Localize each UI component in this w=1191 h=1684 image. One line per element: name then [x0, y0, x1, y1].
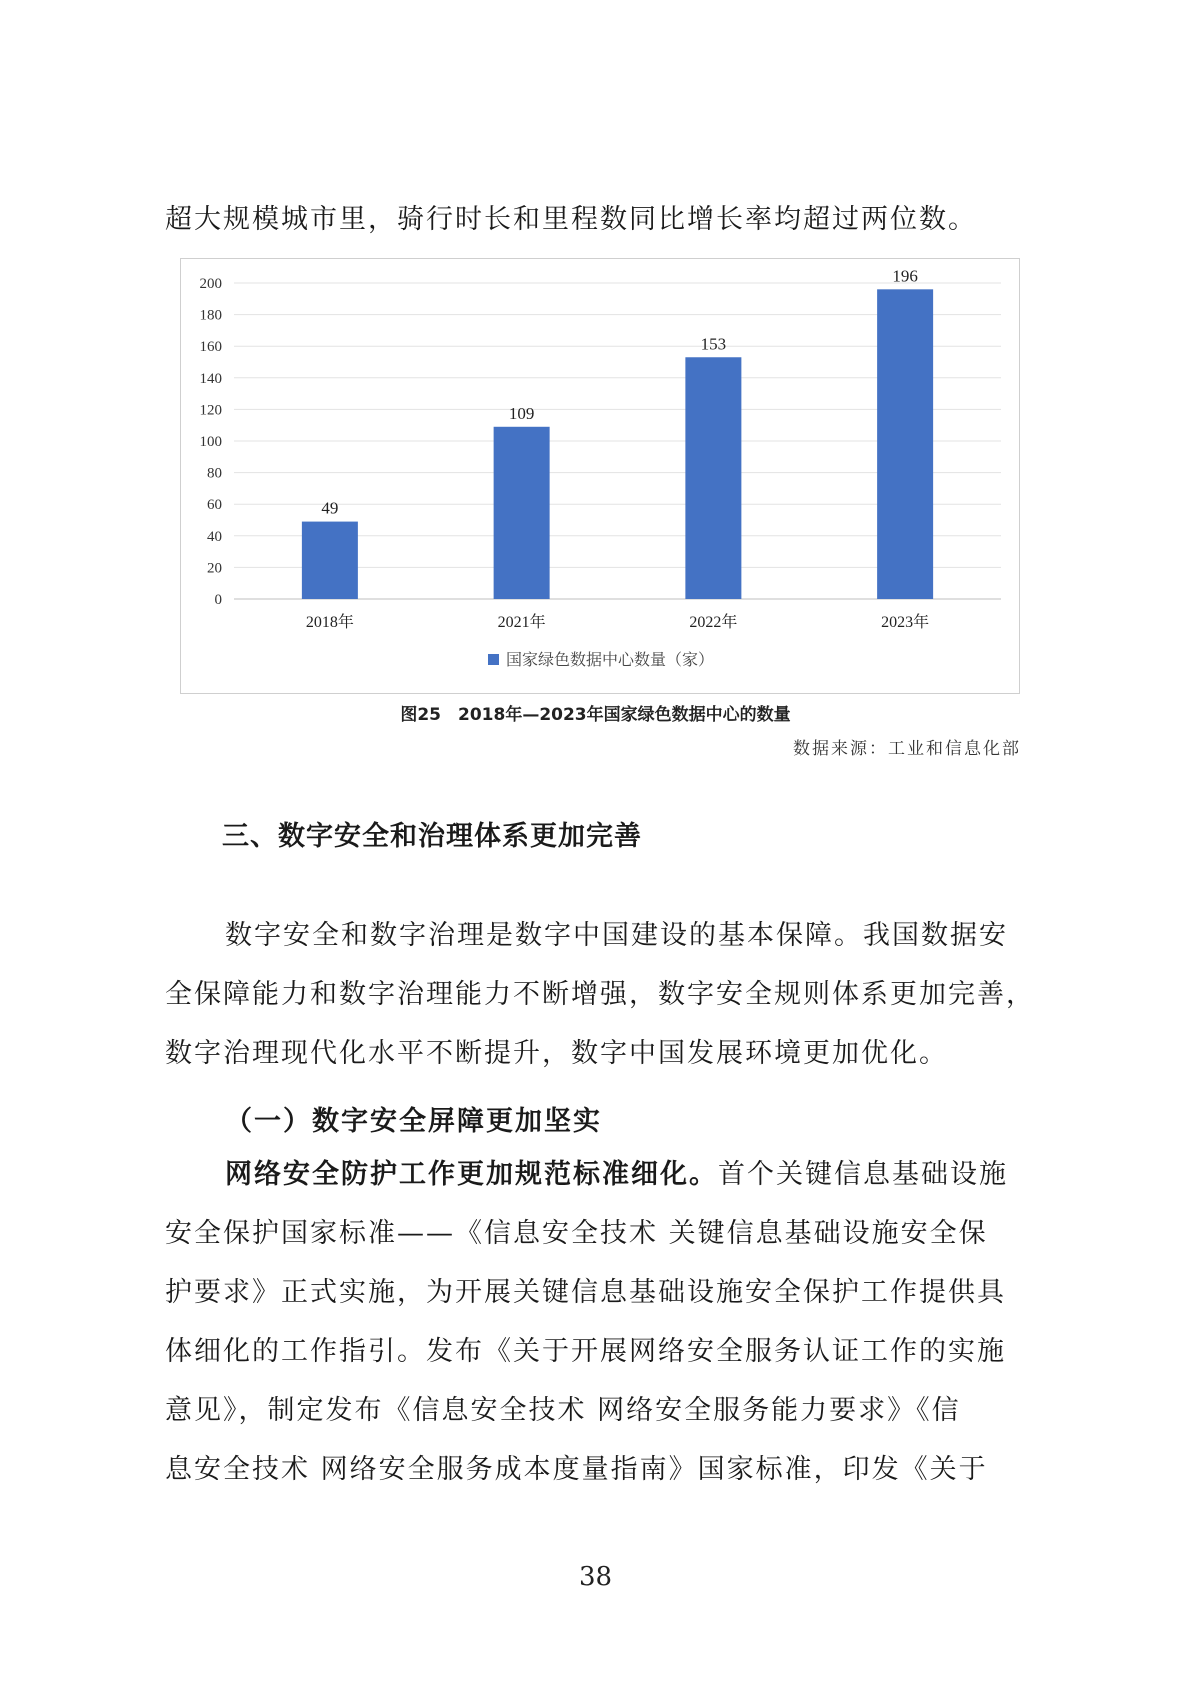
bar [685, 357, 741, 599]
bar [302, 522, 358, 599]
legend-label: 国家绿色数据中心数量（家） [505, 650, 715, 669]
data-label: 153 [700, 334, 727, 354]
data-label: 196 [892, 266, 918, 286]
y-tick-label: 60 [207, 497, 222, 514]
paragraph-line: 数字治理现代化水平不断提升，数字中国发展环境更加优化。 [165, 1038, 948, 1069]
y-tick-label: 20 [207, 560, 222, 577]
data-label: 49 [321, 498, 339, 518]
paragraph-line: 体细化的工作指引。发布《关于开展网络安全服务认证工作的实施 [165, 1336, 1006, 1367]
paragraph-line: 全保障能力和数字治理能力不断增强，数字安全规则体系更加完善， [165, 979, 1035, 1010]
subsection-heading: （一）数字安全屏障更加坚实 [225, 1106, 602, 1137]
x-tick-label: 2023年 [881, 614, 930, 631]
y-tick-label: 40 [207, 528, 222, 545]
paragraph-line: 意见》，制定发布《信息安全技术 网络安全服务能力要求》《信 [165, 1395, 961, 1426]
legend-swatch [488, 654, 499, 665]
x-tick-label: 2021年 [497, 614, 546, 631]
paragraph-lead: 网络安全防护工作更加规范标准细化。 [225, 1159, 718, 1190]
bar [877, 289, 933, 599]
figure-source: 数据来源：工业和信息化部 [793, 739, 1021, 759]
paragraph-line: 护要求》正式实施，为开展关键信息基础设施安全保护工作提供具 [165, 1277, 1006, 1308]
x-tick-label: 2022年 [689, 614, 738, 631]
y-tick-label: 100 [199, 434, 222, 450]
paragraph-line: 安全保护国家标准——《信息安全技术 关键信息基础设施安全保 [165, 1218, 988, 1249]
intro-line: 超大规模城市里，骑行时长和里程数同比增长率均超过两位数。 [165, 204, 977, 235]
y-tick-label: 200 [199, 276, 222, 292]
bar [494, 427, 550, 599]
y-tick-label: 0 [214, 592, 222, 608]
y-tick-label: 160 [199, 339, 222, 356]
paragraph-text: 首个关键信息基础设施 [718, 1159, 1008, 1190]
paragraph-line [225, 1158, 1008, 1192]
y-tick-label: 120 [199, 402, 222, 419]
x-tick-label: 2018年 [305, 614, 354, 631]
page-number: 38 [578, 1562, 613, 1592]
y-tick-label: 180 [199, 307, 222, 324]
paragraph-line: 数字安全和数字治理是数字中国建设的基本保障。我国数据安 [225, 920, 1008, 951]
y-tick-label: 80 [207, 465, 222, 482]
y-tick-label: 140 [199, 370, 222, 387]
data-label: 109 [508, 403, 535, 423]
paragraph-line: 息安全技术 网络安全服务成本度量指南》国家标准，印发《关于 [165, 1454, 988, 1485]
bar-chart [180, 258, 1020, 694]
bar-chart-svg [181, 259, 1021, 695]
section-heading: 三、数字安全和治理体系更加完善 [222, 821, 642, 852]
figure-caption: 图25 2018年—2023年国家绿色数据中心的数量 [400, 705, 791, 725]
